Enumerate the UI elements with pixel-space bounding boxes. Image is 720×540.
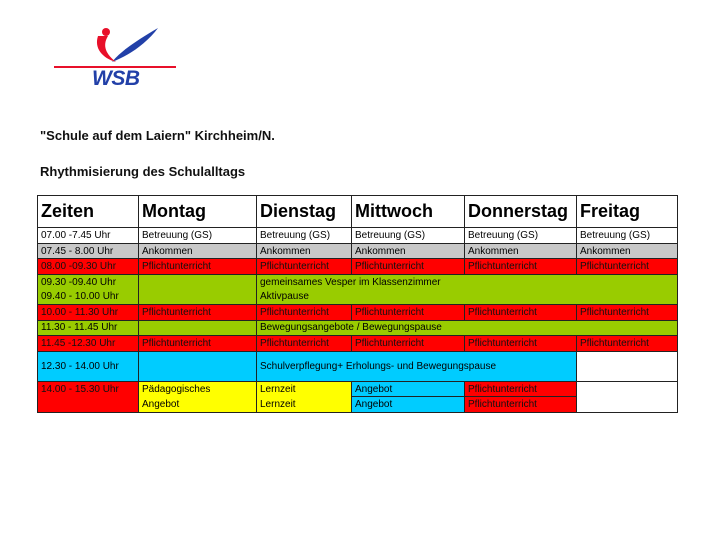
logo-text: WSB xyxy=(92,67,140,90)
empty-cell xyxy=(577,381,678,397)
cell: Pädagogisches xyxy=(139,381,257,397)
cell: Pflichtunterricht xyxy=(257,336,352,352)
cell: Pflichtunterricht xyxy=(139,259,257,275)
cell: Betreuung (GS) xyxy=(257,228,352,244)
page-subtitle: Rhythmisierung des Schulalltags xyxy=(40,164,246,179)
logo-swoosh-blue xyxy=(112,28,158,62)
table-row xyxy=(38,381,678,397)
empty-cell xyxy=(139,351,257,381)
table-row xyxy=(38,259,678,275)
merged-cell: gemeinsames Vesper im Klassenzimmer xyxy=(257,275,678,290)
cell: Pflichtunterricht xyxy=(465,381,577,397)
cell: Pflichtunterricht xyxy=(577,336,678,352)
empty-cell xyxy=(139,290,257,305)
time-cell: 14.00 - 15.30 Uhr xyxy=(38,381,139,397)
time-cell: 10.00 - 11.30 Uhr xyxy=(38,305,139,321)
cell: Ankommen xyxy=(577,243,678,259)
cell: Pflichtunterricht xyxy=(257,259,352,275)
header-freitag: Freitag xyxy=(577,196,678,228)
table-row xyxy=(38,275,678,290)
cell: Pflichtunterricht xyxy=(352,336,465,352)
cell: Betreuung (GS) xyxy=(577,228,678,244)
cell: Pflichtunterricht xyxy=(465,336,577,352)
page-title: "Schule auf dem Laiern" Kirchheim/N. xyxy=(40,128,275,143)
time-cell: 07.00 -7.45 Uhr xyxy=(38,228,139,244)
cell: Pflichtunterricht xyxy=(352,305,465,321)
cell: Lernzeit xyxy=(257,381,352,397)
time-cell: 09.40 - 10.00 Uhr xyxy=(38,290,139,305)
cell: Pflichtunterricht xyxy=(465,259,577,275)
table-row xyxy=(38,397,678,413)
cell: Angebot xyxy=(139,397,257,413)
merged-cell: Aktivpause xyxy=(257,290,678,305)
time-cell: 12.30 - 14.00 Uhr xyxy=(38,351,139,381)
table-header-row xyxy=(38,196,678,228)
cell: Ankommen xyxy=(139,243,257,259)
time-cell: 11.45 -12.30 Uhr xyxy=(38,336,139,352)
header-montag: Montag xyxy=(139,196,257,228)
empty-cell xyxy=(577,397,678,413)
cell: Betreuung (GS) xyxy=(465,228,577,244)
cell: Pflichtunterricht xyxy=(352,259,465,275)
time-cell: 08.00 -09.30 Uhr xyxy=(38,259,139,275)
cell: Betreuung (GS) xyxy=(352,228,465,244)
cell: Ankommen xyxy=(465,243,577,259)
header-dienstag: Dienstag xyxy=(257,196,352,228)
cell: Ankommen xyxy=(257,243,352,259)
table-row xyxy=(38,336,678,352)
cell: Pflichtunterricht xyxy=(577,305,678,321)
cell: Betreuung (GS) xyxy=(139,228,257,244)
table-row xyxy=(38,320,678,336)
header-donnerstag: Donnerstag xyxy=(465,196,577,228)
merged-cell: Bewegungsangebote / Bewegungspause xyxy=(257,320,678,336)
cell: Pflichtunterricht xyxy=(257,305,352,321)
table-row xyxy=(38,305,678,321)
cell: Pflichtunterricht xyxy=(139,305,257,321)
cell: Lernzeit xyxy=(257,397,352,413)
merged-cell: Schulverpflegung+ Erholungs- und Bewegungspause xyxy=(257,351,577,381)
cell: Angebot xyxy=(352,381,465,397)
cell: Pflichtunterricht xyxy=(465,397,577,413)
schedule-table xyxy=(37,195,678,413)
time-cell-empty xyxy=(38,397,139,413)
logo-dot xyxy=(102,28,110,36)
table-row xyxy=(38,290,678,305)
empty-cell xyxy=(577,351,678,381)
time-cell: 09.30 -09.40 Uhr xyxy=(38,275,139,290)
cell: Pflichtunterricht xyxy=(577,259,678,275)
table-row xyxy=(38,243,678,259)
table-row xyxy=(38,228,678,244)
empty-cell xyxy=(139,320,257,336)
logo-swoosh-red xyxy=(97,36,116,62)
time-cell: 11.30 - 11.45 Uhr xyxy=(38,320,139,336)
header-zeiten: Zeiten xyxy=(38,196,139,228)
cell: Pflichtunterricht xyxy=(139,336,257,352)
empty-cell xyxy=(139,275,257,290)
cell: Pflichtunterricht xyxy=(465,305,577,321)
header-mittwoch: Mittwoch xyxy=(352,196,465,228)
table-row xyxy=(38,351,678,381)
cell: Ankommen xyxy=(352,243,465,259)
time-cell: 07.45 - 8.00 Uhr xyxy=(38,243,139,259)
cell: Angebot xyxy=(352,397,465,413)
